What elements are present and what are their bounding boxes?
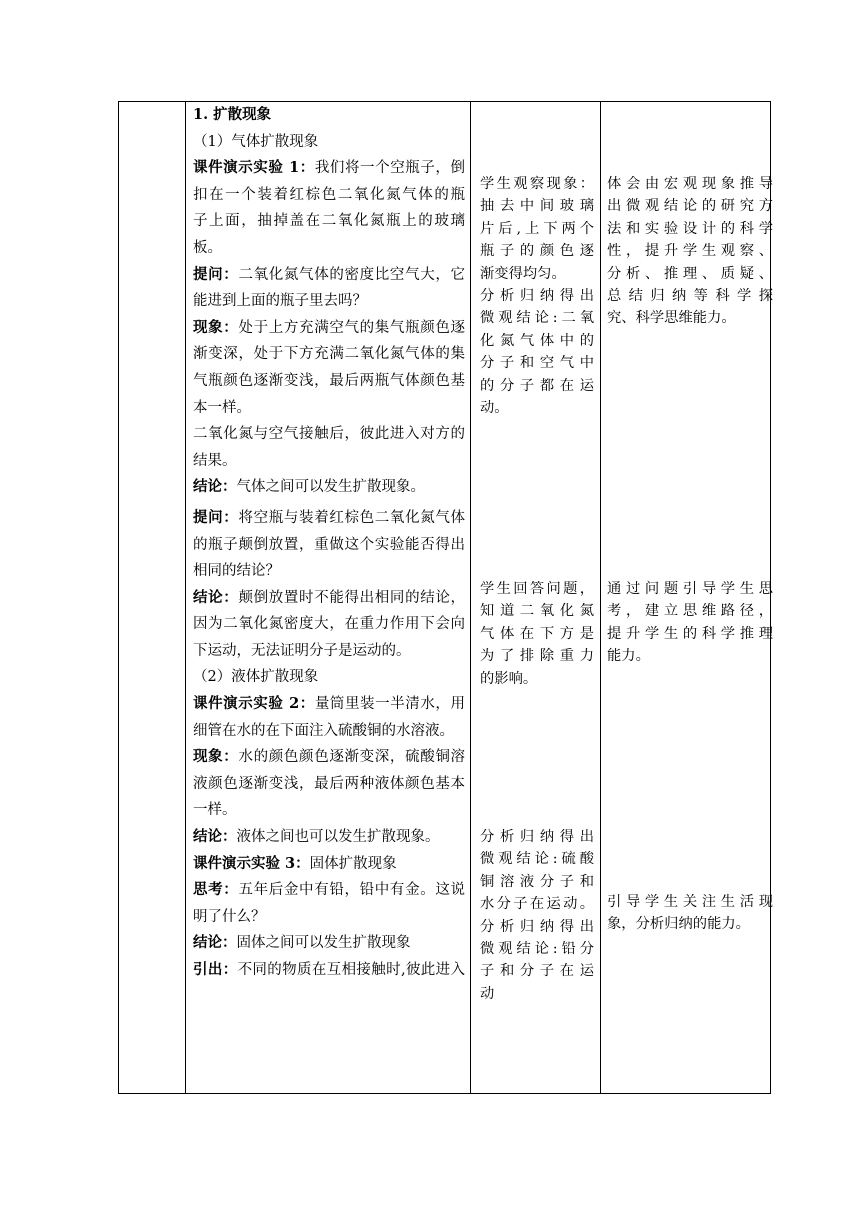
phenomenon-2: 现象：水的颜色颜色逐渐变深，硫酸铜溶 [193,748,465,766]
text-line: 知道二氧化氮 [480,603,594,620]
text-line: 的分子都在运 [480,377,594,394]
conclusion-3: 结论：液体之间也可以发生扩散现象。 [193,828,440,846]
text-line: 法和实验设计的科学 [607,220,773,237]
text-line: 微观结论:铅分 [480,940,594,957]
text-line: 水分子在运动。 [480,896,594,913]
text-line: 学生观察现象： [480,176,594,192]
text-line: 出微观结论的研究方 [607,198,773,215]
text-line: 渐变深，处于下方充满二氧化氮气体的集 [193,346,465,363]
column-divider [185,102,186,1093]
conclusion-4: 结论：固体之间可以发生扩散现象 [193,934,411,952]
question-2: 提问：将空瓶与装着红棕色二氧化氮气体 [193,508,465,526]
text-line: 结果。 [193,452,237,469]
text-line: 分析归纳得出 [480,829,594,845]
text-line: 本一样。 [193,399,251,416]
experiment-2: 课件演示实验 2：量筒里装一半清水，用 [193,695,465,713]
text-line: 因为二氧化氮密度大，在重力作用下会向 [193,616,465,633]
text-line: 细管在水的在下面注入硫酸铜的水溶液。 [193,722,454,739]
design-intent-3 [607,891,773,936]
text-line: 铜溶液分子和 [480,873,594,890]
experiment-1: 课件演示实验 1：我们将一个空瓶子，倒 [193,159,465,177]
text-line: 分析归纳得出 [480,287,594,304]
text-line: 提升学生的科学推理 [607,625,773,642]
text-line: 体会由宏观现象推导 [607,176,773,192]
student-activity-1 [480,173,594,419]
text-line: 总结归纳等科学探 [607,287,773,304]
subsection-liquid: （2）液体扩散现象 [193,669,319,686]
text-line: 为了排除重力 [480,648,594,665]
teaching-process-cell [193,102,465,984]
column-divider [470,102,471,1093]
text-line: 瓶子的颜色逐 [480,243,594,260]
text-line: 学生回答问题， [480,581,594,597]
text-line: 相同的结论？ [193,563,280,580]
lesson-table [118,101,771,1094]
text-line: 能力。 [607,648,650,665]
text-line: 片后,上下两个 [480,220,594,237]
text-line: 象，分析归纳的能力。 [607,916,750,933]
text-line: 性，提升学生观察、 [607,243,773,260]
lead-in: 引出：不同的物质在互相接触时,彼此进入 [193,961,465,978]
design-intent-2 [607,578,773,668]
text-line: 动。 [480,399,509,416]
explanation: 二氧化氮与空气接触后，彼此进入对方的 [193,426,465,443]
text-line: 考，建立思维路径， [607,603,773,620]
text-line: 扣在一个装着红棕色二氧化氮气体的瓶 [193,186,465,203]
phenomenon-1: 现象：处于上方充满空气的集气瓶颜色逐 [193,318,465,336]
text-line: 微观结论:二氧 [480,310,594,327]
text-line: 化氮气体中的 [480,332,594,349]
text-line: 气瓶颜色逐渐变浅，最后两瓶气体颜色基 [193,372,465,389]
text-line: 通过问题引导学生思 [607,581,773,597]
text-line: 引导学生关注生活现 [607,894,773,910]
text-line: 一样。 [193,802,237,819]
text-line: 分子和空气中 [480,355,594,372]
text-line: 抽去中间玻璃 [480,198,594,215]
text-line: 微观结论:硫酸 [480,851,594,868]
conclusion-2: 结论：颠倒放置时不能得出相同的结论， [193,588,465,606]
text-line: 明了什么？ [193,908,266,925]
conclusion-1: 结论：气体之间可以发生扩散现象。 [193,478,425,496]
section-title: 1. 扩散现象 [193,106,272,123]
text-line: 动 [480,985,495,1002]
student-activity-3 [480,826,594,1005]
text-line: 液颜色逐渐变浅，最后两种液体颜色基本 [193,775,465,792]
text-line: 子和分子在运 [480,963,594,980]
text-line: 能进到上面的瓶子里去吗？ [193,293,367,310]
design-intent-1 [607,173,773,330]
text-line: 下运动，无法证明分子是运动的。 [193,642,411,659]
text-line: 究、科学思维能力。 [607,310,736,327]
text-line: 分析归纳得出 [480,918,594,935]
text-line: 气体在下方是 [480,625,594,642]
question-1: 提问：二氧化氮气体的密度比空气大，它 [193,265,465,283]
text-line: 渐变得均匀。 [480,265,566,282]
text-line: 的瓶子颠倒放置，重做这个实验能否得出 [193,536,465,553]
text-line: 子上面，抽掉盖在二氧化氮瓶上的玻璃 [193,213,465,230]
thinking: 思考：五年后金中有铅，铅中有金。这说 [193,881,465,899]
experiment-3: 课件演示实验 3：固体扩散现象 [193,854,397,872]
text-line: 的影响。 [480,670,538,687]
student-activity-2 [480,578,594,690]
text-line: 分析、推理、质疑、 [607,265,773,282]
subsection-gas: （1）气体扩散现象 [193,133,319,150]
column-divider [600,102,601,1093]
text-line: 板。 [193,239,222,256]
